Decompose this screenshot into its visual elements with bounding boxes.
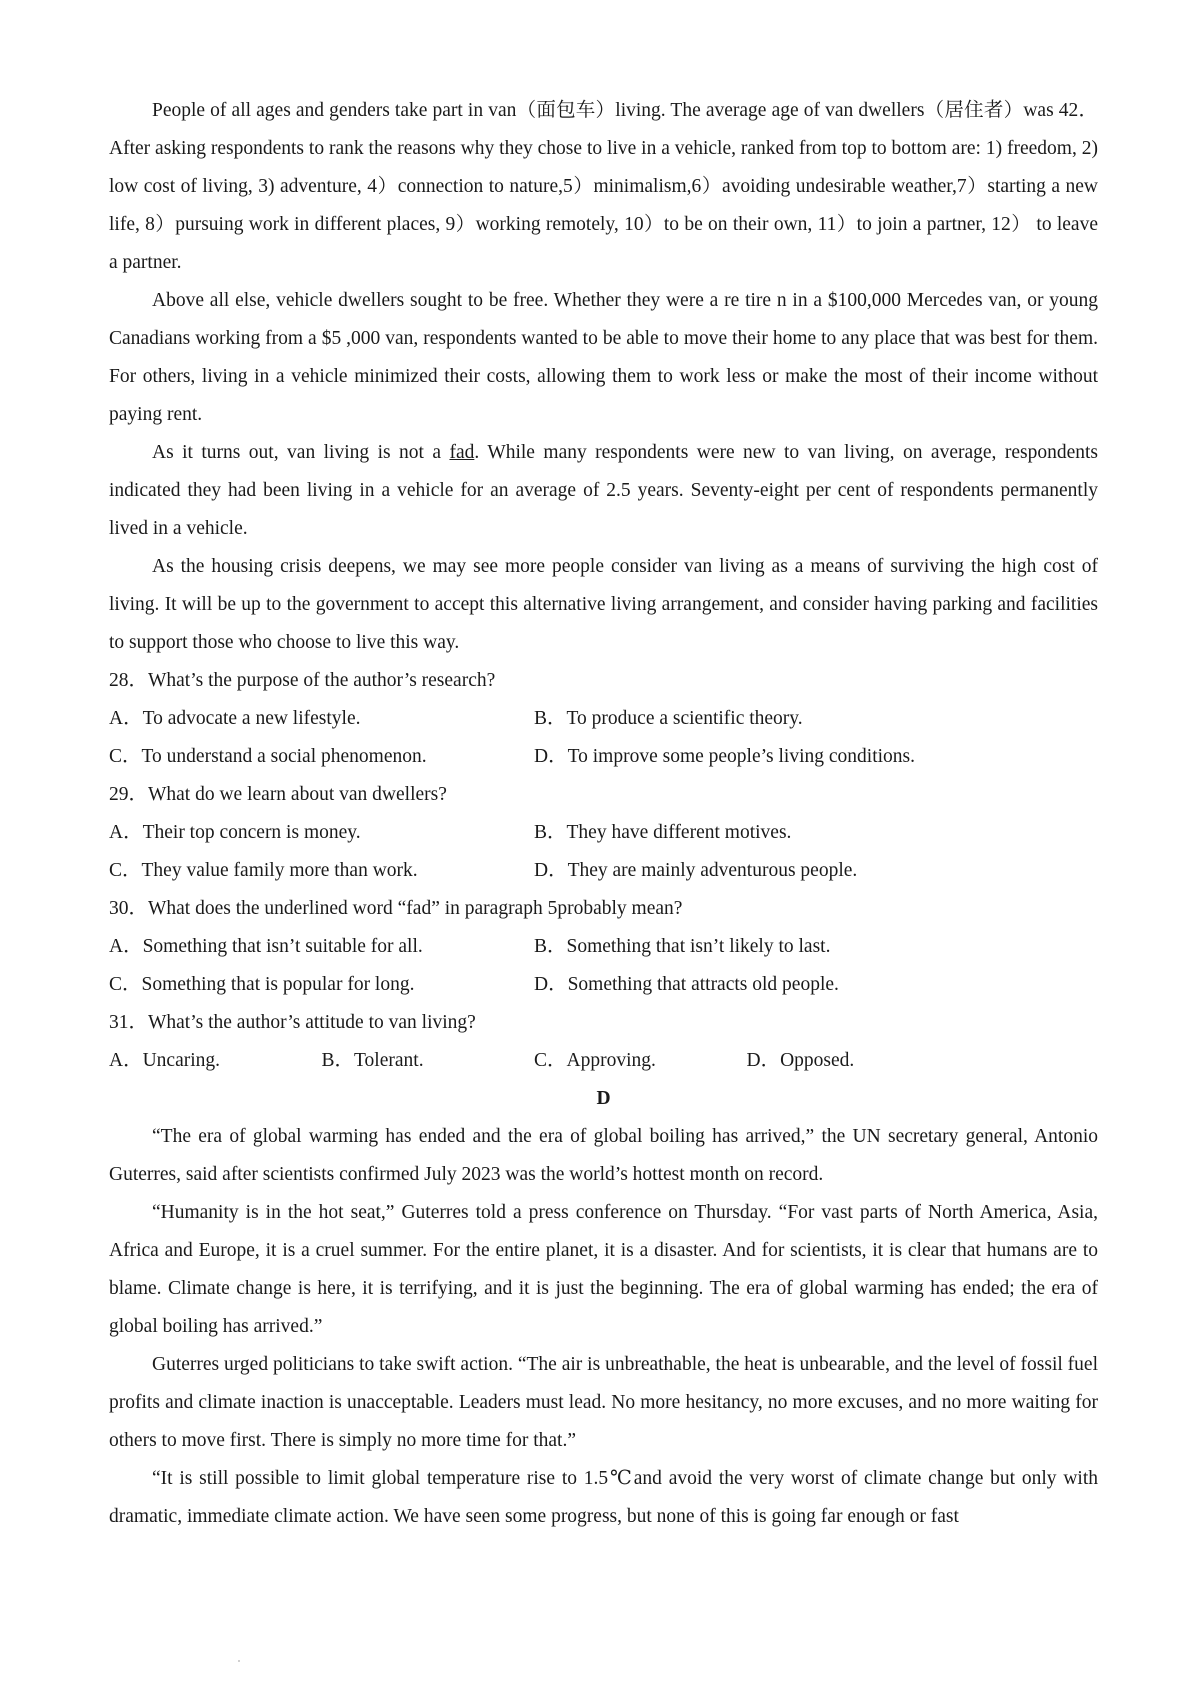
question-31-option-a: A．Uncaring. (109, 1050, 221, 1071)
question-30-options-row-2 (109, 966, 1098, 1004)
question-31-options-row (109, 1042, 1098, 1080)
question-28-stem: 28．What’s the purpose of the author’s research? (109, 670, 496, 691)
question-30-option-c: C．Something that is popular for long. (109, 974, 415, 995)
section-d-paragraph-2: “Humanity is in the hot seat,” Guterres told a press conference on Thursday. “For vast parts of North America, Asia, Africa and Europe, it is a cruel summer. For the entire planet, it is a disaster. And for scientists, it is clear that humans are to blame. Climate change is here, it is terrifying, and it is just the beginning. The era of global warming has ended; the era of global boiling has arrived.” (109, 1202, 1098, 1337)
passage-c-paragraph-4: As the housing crisis deepens, we may see more people consider van living as a means of surviving the high cost of living. It will be up to the government to accept this alternative living arrangement, and consider having parking and facilities to support those who choose to live this way. (109, 556, 1098, 653)
paragraph-3-text-end: . While many respondents were new to van living, on average, respondents indicated they had been living in a vehicle for an average of 2.5 years. Seventy-eight per cent of respondents permanently lived in a vehicle. (109, 442, 1098, 539)
question-31-option-c: C．Approving. (534, 1050, 656, 1071)
question-30-option-d: D．Something that attracts old people. (534, 974, 839, 995)
question-28-option-a: A．To advocate a new lifestyle. (109, 708, 361, 729)
question-28-options-row-1 (109, 700, 1098, 738)
passage-c-paragraph-2: Above all else, vehicle dwellers sought to be free. Whether they were a re tire n in a $100,000 Mercedes van, or young Canadians working from a $5 ,000 van, respondents wanted to be able to move their home to any place that was best for them. For others, living in a vehicle minimized their costs, allowing them to work less or make the most of their income without paying rent. (109, 290, 1098, 425)
underlined-word-fad: fad (449, 442, 475, 463)
question-30-option-b: B．Something that isn’t likely to last. (534, 936, 831, 957)
question-29-options-row-1 (109, 814, 1098, 852)
question-29-option-c: C．They value family more than work. (109, 860, 418, 881)
question-28-option-c: C．To understand a social phenomenon. (109, 746, 427, 767)
question-31-option-d: D．Opposed. (746, 1050, 855, 1071)
question-29-option-d: D．They are mainly adventurous people. (534, 860, 858, 881)
question-29-option-a: A．Their top concern is money. (109, 822, 361, 843)
question-28-options-row-2 (109, 738, 1098, 776)
question-29-options-row-2 (109, 852, 1098, 890)
section-d-paragraph-4: “It is still possible to limit global temperature rise to 1.5℃and avoid the very worst of climate change but only with dramatic, immediate climate action. We have seen some progress, but none of this is going far enough or fast (109, 1468, 1098, 1527)
question-31-stem: 31．What’s the author’s attitude to van living? (109, 1012, 476, 1033)
passage-c-paragraph-3 (109, 434, 1098, 548)
question-28-option-b: B．To produce a scientific theory. (534, 708, 803, 729)
document-page (109, 92, 1098, 1536)
question-30-option-a: A．Something that isn’t suitable for all. (109, 936, 423, 957)
question-29-stem: 29．What do we learn about van dwellers? (109, 784, 447, 805)
question-31-option-b: B．Tolerant. (321, 1050, 424, 1071)
section-d-heading: D (596, 1088, 611, 1109)
question-28-option-d: D．To improve some people’s living conditions. (534, 746, 916, 767)
scan-speck (238, 1660, 240, 1662)
section-d-paragraph-1: “The era of global warming has ended and the era of global boiling has arrived,” the UN secretary general, Antonio Guterres, said after scientists confirmed July 2023 was the world’s hottest month on record. (109, 1126, 1098, 1185)
passage-c-paragraph-1: People of all ages and genders take part in van（面包车）living. The average age of van dwellers（居住者）was 42．After asking respondents to rank the reasons why they chose to live in a vehicle, ranked from top to bottom are: 1) freedom, 2) low cost of living, 3) adventure, 4）connection to nature,5）minimalism,6）avoiding undesirable weather,7）starting a new life, 8）pursuing work in different places, 9）working remotely, 10）to be on their own, 11）to join a partner, 12） to leave a partner. (109, 100, 1098, 273)
question-30-options-row-1 (109, 928, 1098, 966)
section-d-paragraph-3: Guterres urged politicians to take swift action. “The air is unbreathable, the heat is unbearable, and the level of fossil fuel profits and climate inaction is unacceptable. Leaders must lead. No more hesitancy, no more excuses, and no more waiting for others to move first. There is simply no more time for that.” (109, 1354, 1098, 1451)
question-30-stem: 30．What does the underlined word “fad” in paragraph 5probably mean? (109, 898, 683, 919)
paragraph-3-text-start: As it turns out, van living is not a (152, 442, 450, 463)
question-29-option-b: B．They have different motives. (534, 822, 792, 843)
